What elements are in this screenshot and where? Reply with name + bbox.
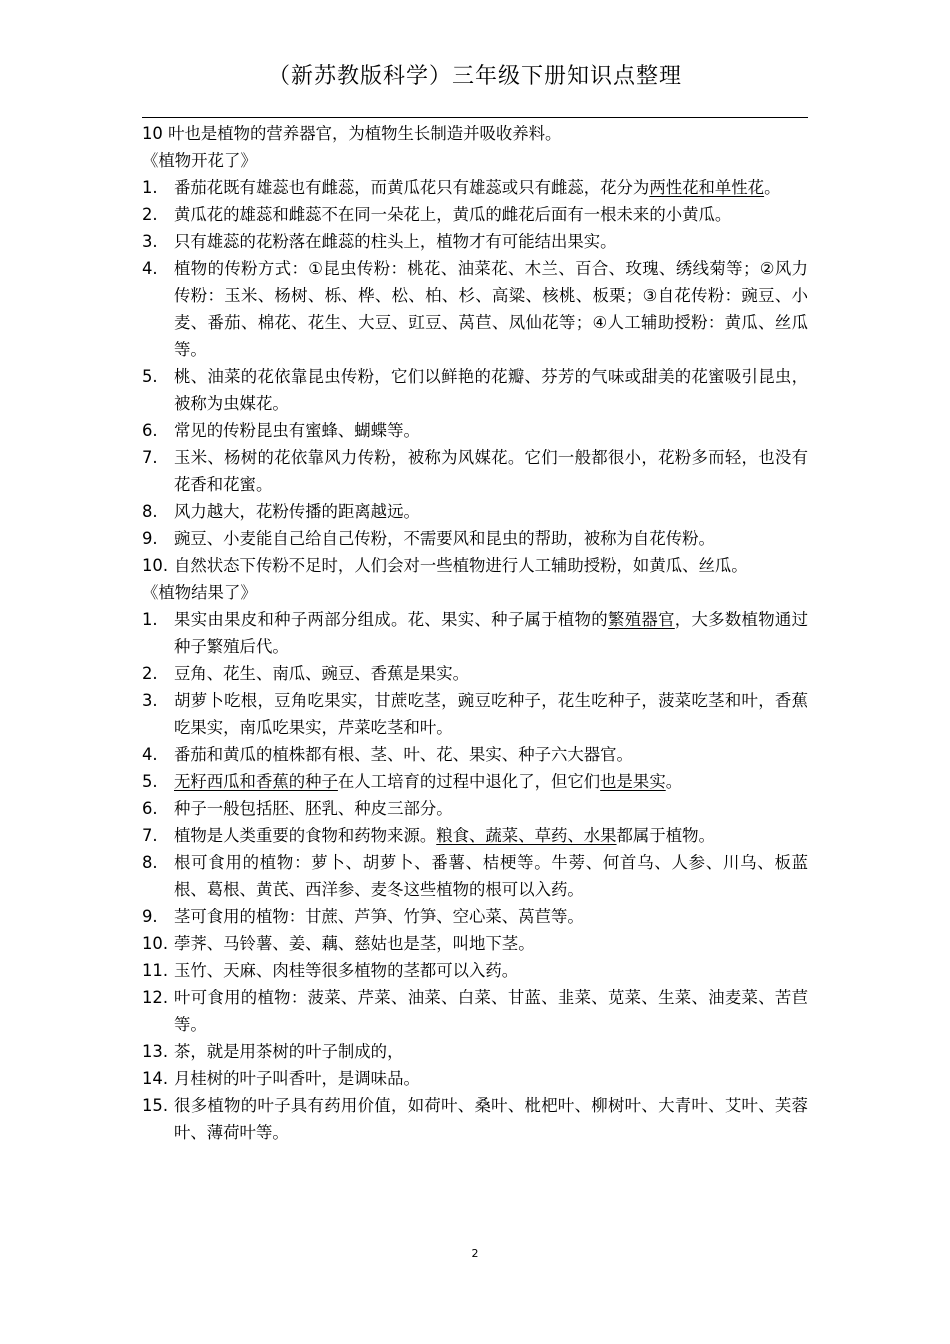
text-segment: 果实由果皮和种子两部分组成。花、果实、种子属于植物的 (174, 610, 608, 629)
list-item-text (174, 1065, 808, 1092)
text-segment: 风力越大，花粉传播的距离越远。 (174, 502, 420, 521)
list-item (142, 957, 808, 984)
text-segment: 常见的传粉昆虫有蜜蜂、蝴蝶等。 (174, 421, 420, 440)
sections-container (142, 147, 808, 1146)
section-heading: 《植物开花了》 (142, 151, 257, 170)
list-item-text (174, 822, 808, 849)
list-item-number: 7. (142, 448, 158, 467)
list-item-text (174, 174, 808, 201)
list-item (142, 255, 808, 363)
list-item (142, 228, 808, 255)
list-item-number: 3. (142, 232, 158, 251)
text-segment: 自然状态下传粉不足时，人们会对一些植物进行人工辅助授粉，如黄瓜、丝瓜。 (174, 556, 748, 575)
list-item-text (174, 984, 808, 1038)
list-item (142, 660, 808, 687)
list-item (142, 795, 808, 822)
list-item-number: 5. (142, 772, 158, 791)
list-item (142, 498, 808, 525)
list-item-number: 13. (142, 1042, 169, 1061)
list-item (142, 687, 808, 741)
list-item-text (174, 228, 808, 255)
list-item-text (174, 795, 808, 822)
list-item-number: 3. (142, 691, 158, 710)
page-content (142, 120, 808, 1146)
text-segment: 茶，就是用茶树的叶子制成的， (174, 1042, 404, 1061)
list-item (142, 201, 808, 228)
list-item-text (174, 606, 808, 660)
list-item (142, 363, 808, 417)
text-segment: 。 (764, 178, 781, 197)
list-item-number: 1. (142, 610, 158, 629)
list-item (142, 903, 808, 930)
page-header-title: （新苏教版科学）三年级下册知识点整理 (267, 64, 682, 89)
list-item (142, 849, 808, 903)
list-item-number: 5. (142, 367, 158, 386)
text-segment: 种子一般包括胚、胚乳、种皮三部分。 (174, 799, 453, 818)
list-item (142, 768, 808, 795)
list-item (142, 444, 808, 498)
text-segment: 很多植物的叶子具有药用价值，如荷叶、桑叶、枇杷叶、柳树叶、大青叶、艾叶、芙蓉叶、薄荷叶等。 (174, 1096, 808, 1142)
list-item-number: 15. (142, 1096, 169, 1115)
list-item-number: 9. (142, 907, 158, 926)
list-item-text (174, 687, 808, 741)
text-segment: 都属于植物。 (616, 826, 715, 845)
list-item (142, 930, 808, 957)
list-item (142, 525, 808, 552)
underlined-text: 粮食、蔬菜、草药、水果 (436, 826, 617, 845)
list-item-text (174, 444, 808, 498)
text-segment: 荸荠、马铃薯、姜、藕、慈姑也是茎，叫地下茎。 (174, 934, 535, 953)
text-segment: 豌豆、小麦能自己给自己传粉，不需要风和昆虫的帮助，被称为自花传粉。 (174, 529, 715, 548)
text-segment: 叶可食用的植物：菠菜、芹菜、油菜、白菜、甘蓝、韭菜、苋菜、生菜、油麦菜、苦苣等。 (174, 988, 808, 1034)
list-item-number: 4. (142, 745, 158, 764)
text-segment: 茎可食用的植物：甘蔗、芦笋、竹笋、空心菜、莴苣等。 (174, 907, 584, 926)
list-item-number: 11. (142, 961, 169, 980)
list-item-text (174, 957, 808, 984)
list-item-text (174, 363, 808, 417)
list-item-number: 1. (142, 178, 158, 197)
text-segment: 月桂树的叶子叫香叶，是调味品。 (174, 1069, 420, 1088)
text-segment: ，大多数植物通过种子繁殖后代。 (174, 610, 809, 656)
list-item-text (174, 552, 808, 579)
header-divider (142, 117, 808, 118)
list-item-number: 12. (142, 988, 169, 1007)
text-segment: 根可食用的植物：萝卜、胡萝卜、番薯、桔梗等。牛蒡、何首乌、人参、川乌、板蓝根、葛根、黄芪、西洋参、麦冬这些植物的根可以入药。 (174, 853, 808, 899)
list-item-number: 10. (142, 556, 169, 575)
text-segment: 番茄花既有雄蕊也有雌蕊，而黄瓜花只有雄蕊或只有雌蕊，花分为 (174, 178, 650, 197)
list-item (142, 174, 808, 201)
list-item-text (174, 1092, 808, 1146)
list-item (142, 417, 808, 444)
list-item (142, 984, 808, 1038)
list-item-number: 8. (142, 853, 158, 872)
list-item-number: 9. (142, 529, 158, 548)
list-item (142, 1092, 808, 1146)
list-item-number: 2. (142, 205, 158, 224)
text-segment: 玉竹、天麻、肉桂等很多植物的茎都可以入药。 (174, 961, 519, 980)
list-item-number: 2. (142, 664, 158, 683)
list-item-text (174, 903, 808, 930)
text-segment: 植物的传粉方式：①昆虫传粉：桃花、油菜花、木兰、百合、玫瑰、绣线菊等；②风力传粉：玉米、杨树、栎、桦、松、柏、杉、高粱、核桃、板栗；③自花传粉：豌豆、小麦、番茄、棉花、花生、大豆、豇豆、莴苣、凤仙花等；④人工辅助授粉：黄瓜、丝瓜等。 (174, 259, 808, 359)
text-segment: 只有雄蕊的花粉落在雌蕊的柱头上，植物才有可能结出果实。 (174, 232, 617, 251)
text-segment: 桃、油菜的花依靠昆虫传粉，它们以鲜艳的花瓣、芬芳的气味或甜美的花蜜吸引昆虫，被称为虫媒花。 (174, 367, 808, 413)
list-item-text (174, 1038, 808, 1065)
page-number: 2 (471, 1247, 479, 1260)
list-item-number: 4. (142, 259, 158, 278)
section-heading: 《植物结果了》 (142, 583, 257, 602)
text-segment: 番茄和黄瓜的植株都有根、茎、叶、花、果实、种子六大器官。 (174, 745, 633, 764)
list-item-text (174, 525, 808, 552)
list-item-text (174, 255, 808, 363)
text-segment: 在人工培育的过程中退化了，但它们 (337, 772, 601, 791)
underlined-text: 无籽西瓜和香蕉的种子 (174, 772, 338, 791)
underlined-text: 繁殖器官 (608, 610, 675, 629)
list-item-text (174, 849, 808, 903)
text-segment: 玉米、杨树的花依靠风力传粉，被称为风媒花。它们一般都很小，花粉多而轻，也没有花香和花蜜。 (174, 448, 808, 494)
list-item-text (174, 741, 808, 768)
list-item-number: 8. (142, 502, 158, 521)
text-segment: 豆角、花生、南瓜、豌豆、香蕉是果实。 (174, 664, 470, 683)
text-segment: 植物是人类重要的食物和药物来源。 (174, 826, 437, 845)
text-segment: 黄瓜花的雄蕊和雌蕊不在同一朵花上，黄瓜的雌花后面有一根未来的小黄瓜。 (174, 205, 732, 224)
list-item-number: 6. (142, 799, 158, 818)
list-item (142, 822, 808, 849)
list-item-number: 14. (142, 1069, 169, 1088)
underlined-text: 也是果实 (600, 772, 666, 791)
underlined-text: 两性花和单性花 (649, 178, 765, 197)
list-item-number: 7. (142, 826, 158, 845)
text-segment: 。 (665, 772, 683, 791)
list-item-text (174, 498, 808, 525)
list-item-text (174, 930, 808, 957)
text-segment: 胡萝卜吃根，豆角吃果实，甘蔗吃茎，豌豆吃种子，花生吃种子，菠菜吃茎和叶，香蕉吃果实，南瓜吃果实，芹菜吃茎和叶。 (174, 691, 808, 737)
list-item-text (174, 768, 808, 795)
list-item (142, 1065, 808, 1092)
list-item-text (174, 201, 808, 228)
list-item (142, 606, 808, 660)
list-item-text (174, 417, 808, 444)
intro-line: 10 叶也是植物的营养器官，为植物生长制造并吸收养料。 (142, 124, 562, 143)
list-item-number: 10. (142, 934, 169, 953)
list-item-text (174, 660, 808, 687)
list-item (142, 552, 808, 579)
list-item (142, 741, 808, 768)
list-item-number: 6. (142, 421, 158, 440)
list-item (142, 1038, 808, 1065)
